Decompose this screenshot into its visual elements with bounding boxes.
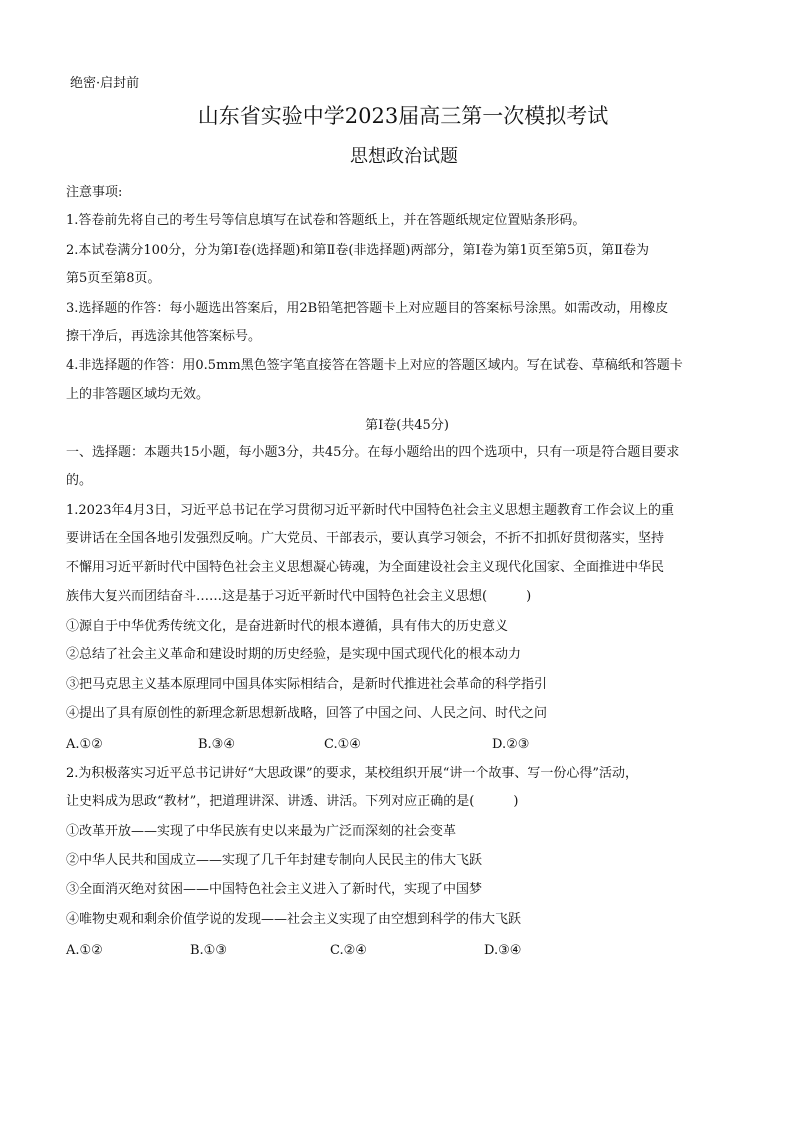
option-d[interactable]: D.③④: [484, 943, 522, 958]
option-c[interactable]: C.②④: [330, 943, 367, 958]
question-stem: 2.为积极落实习近平总书记讲好“大思政课”的要求，某校组织开展“讲一个故事、写一份心得”活动，: [66, 766, 638, 781]
option-b[interactable]: B.③④: [198, 737, 235, 752]
question-stem: 族伟大复兴而团结奋斗……这是基于习近平新时代中国特色社会主义思想( ): [66, 589, 532, 604]
question-stem: 不懈用习近平新时代中国特色社会主义思想凝心铸魂，为全面建设社会主义现代化国家、全面推进中华民: [66, 560, 665, 575]
notes-line: 3.选择题的作答：每小题选出答案后，用2B铅笔把答题卡上对应题目的答案标号涂黑。如需改动，用橡皮: [66, 301, 669, 316]
exam-subtitle: 思想政治试题: [350, 146, 458, 167]
option-a[interactable]: A.①②: [66, 943, 103, 958]
notes-line: 第5页至第8页。: [66, 271, 161, 286]
section-instruction: 的。: [66, 473, 93, 488]
question-stem: 让史料成为思政“教材”，把道理讲深、讲透、讲活。下列对应正确的是( ): [66, 794, 519, 809]
notes-line: 1.答卷前先将自己的考生号等信息填写在试卷和答题纸上，并在答题纸规定位置贴条形码。: [66, 213, 586, 228]
notes-line: 4.非选择题的作答：用0.5mm黑色签字笔直接答在答题卡上对应的答题区域内。写在试卷、草稿纸和答题卡: [66, 358, 683, 373]
question-item: ③把马克思主义基本原理同中国具体实际相结合，是新时代推进社会革命的科学指引: [66, 677, 548, 692]
question-item: ①改革开放——实现了中华民族有史以来最为广泛而深刻的社会变革: [66, 824, 457, 839]
question-item: ①源自于中华优秀传统文化，是奋进新时代的根本遵循，具有伟大的历史意义: [66, 619, 509, 634]
section-instruction: 一、选择题：本题共15小题，每小题3分，共45分。在每小题给出的四个选项中，只有一项是符合题目要求: [66, 445, 680, 460]
question-item: ④提出了具有原创性的新理念新思想新战略，回答了中国之问、人民之问、时代之问: [66, 706, 548, 721]
question-stem: 要讲话在全国各地引发强烈反响。广大党员、干部表示，要认真学习领会，不折不扣抓好贯彻落实，坚持: [66, 531, 665, 546]
question-item: ②中华人民共和国成立——实现了几千年封建专制向人民民主的伟大飞跃: [66, 853, 483, 868]
option-a[interactable]: A.①②: [66, 737, 103, 752]
notes-line: 上的非答题区域均无效。: [66, 387, 210, 402]
question-item: ②总结了社会主义革命和建设时期的历史经验，是实现中国式现代化的根本动力: [66, 647, 522, 662]
question-item: ③全面消灭绝对贫困——中国特色社会主义进入了新时代，实现了中国梦: [66, 882, 483, 897]
option-d[interactable]: D.②③: [492, 737, 530, 752]
option-b[interactable]: B.①③: [190, 943, 227, 958]
notes-heading: 注意事项:: [66, 185, 123, 200]
question-stem: 1.2023年4月3日，习近平总书记在学习贯彻习近平新时代中国特色社会主义思想主题教育工作会议上的重: [66, 503, 675, 518]
question-item: ④唯物史观和剩余价值学说的发现——社会主义实现了由空想到科学的伟大飞跃: [66, 912, 522, 927]
notes-line: 2.本试卷满分100分，分为第Ⅰ卷(选择题)和第Ⅱ卷(非选择题)两部分，第Ⅰ卷为第1页至第5页，第Ⅱ卷为: [66, 243, 649, 258]
notes-line: 擦干净后，再选涂其他答案标号。: [66, 329, 262, 344]
confidential-label: 绝密·启封前: [70, 76, 140, 91]
option-c[interactable]: C.①④: [324, 737, 361, 752]
exam-title: 山东省实验中学2023届高三第一次模拟考试: [197, 104, 609, 128]
section-title: 第Ⅰ卷(共45分): [365, 418, 449, 433]
